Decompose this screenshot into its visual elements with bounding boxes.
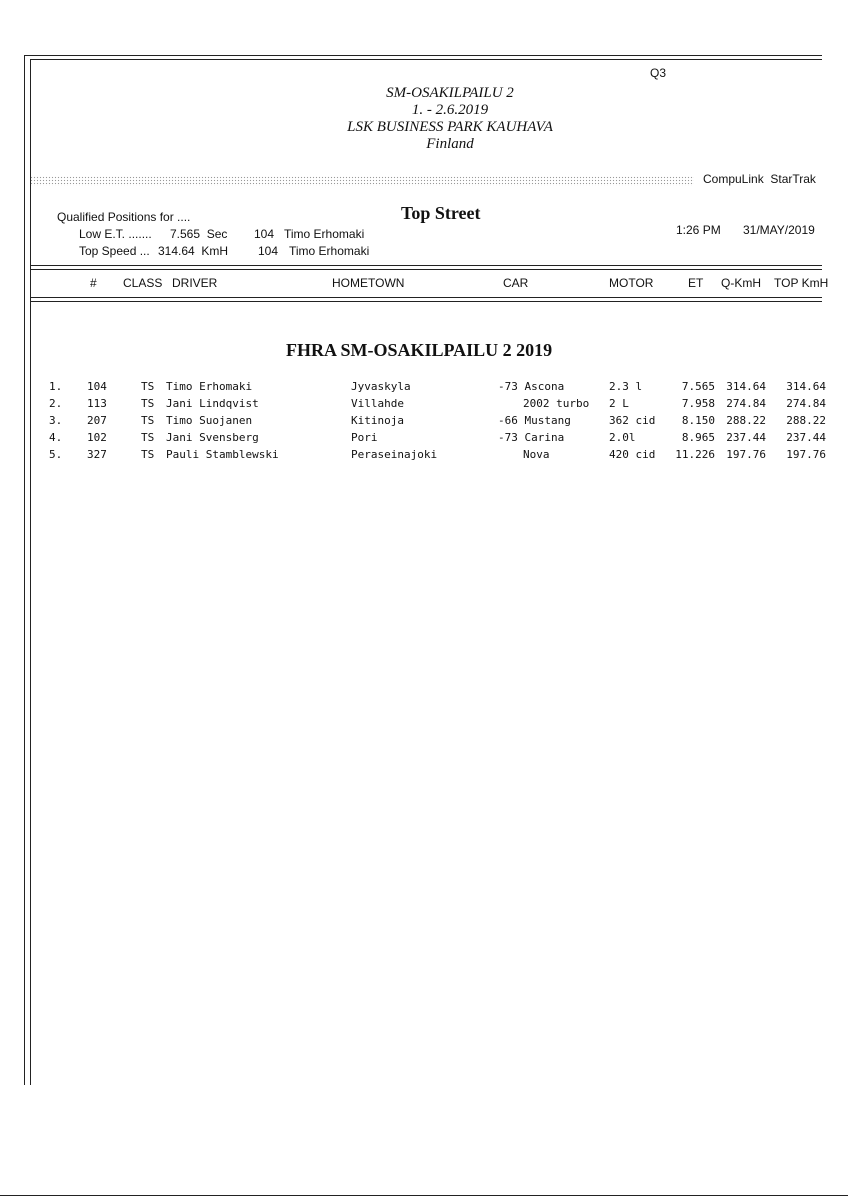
row-top: 288.22	[786, 414, 826, 427]
col-class: CLASS	[123, 276, 163, 290]
col-num: #	[90, 276, 97, 290]
row-car: -66 Mustang	[498, 414, 571, 427]
row-pos: 4.	[49, 431, 63, 444]
top-border-inner	[30, 59, 822, 60]
system-name: CompuLink StarTrak	[703, 172, 816, 186]
row-driver: Timo Erhomaki	[166, 380, 253, 393]
row-top: 314.64	[786, 380, 826, 393]
header-rule-3	[30, 297, 822, 298]
low-et-label: Low E.T. .......	[79, 227, 152, 241]
left-border	[24, 55, 25, 1085]
row-car: Nova	[523, 448, 550, 461]
row-class: TS	[141, 397, 155, 410]
section-title: FHRA SM-OSAKILPAILU 2 2019	[286, 340, 553, 360]
col-top: TOP KmH	[774, 276, 829, 290]
col-motor: MOTOR	[609, 276, 654, 290]
header-rule-1	[30, 265, 822, 266]
top-speed-label: Top Speed ...	[79, 244, 150, 258]
top-speed-num: 104	[258, 244, 279, 258]
row-q: 274.84	[726, 397, 766, 410]
row-driver: Pauli Stamblewski	[166, 448, 279, 461]
row-motor: 420 cid	[609, 448, 656, 461]
col-car: CAR	[503, 276, 529, 290]
row-hometown: Jyvaskyla	[351, 380, 411, 393]
col-qkmh: Q-KmH	[721, 276, 761, 290]
top-speed-driver: Timo Erhomaki	[289, 244, 370, 258]
dotted-separator	[30, 176, 694, 186]
row-hometown: Peraseinajoki	[351, 448, 438, 461]
table-row	[0, 448, 848, 465]
table-row	[0, 380, 848, 397]
row-num: 327	[87, 448, 107, 461]
row-driver: Jani Svensberg	[166, 431, 259, 444]
row-motor: 2.3 l	[609, 380, 643, 393]
row-pos: 2.	[49, 397, 63, 410]
row-hometown: Pori	[351, 431, 378, 444]
col-et: ET	[688, 276, 704, 290]
header-rule-2	[30, 269, 822, 270]
row-num: 102	[87, 431, 107, 444]
table-row	[0, 397, 848, 414]
row-hometown: Villahde	[351, 397, 404, 410]
row-pos: 1.	[49, 380, 63, 393]
row-et: 11.226	[675, 448, 715, 461]
event-venue: LSK BUSINESS PARK KAUHAVA	[347, 119, 553, 135]
row-motor: 2.0l	[609, 431, 636, 444]
qualified-label: Qualified Positions for ....	[57, 210, 191, 224]
event-header	[190, 84, 710, 156]
top-speed-value: 314.64 KmH	[158, 244, 229, 258]
row-et: 8.150	[681, 414, 715, 427]
row-num: 104	[87, 380, 107, 393]
col-driver: DRIVER	[172, 276, 218, 290]
row-car: 2002 turbo	[523, 397, 590, 410]
row-class: TS	[141, 448, 155, 461]
row-et: 7.958	[681, 397, 715, 410]
row-num: 113	[87, 397, 107, 410]
row-class: TS	[141, 380, 155, 393]
row-top: 274.84	[786, 397, 826, 410]
page-code: Q3	[650, 66, 667, 80]
report-date: 31/MAY/2019	[743, 223, 815, 237]
event-name: SM-OSAKILPAILU 2	[386, 85, 514, 101]
left-border-inner	[30, 59, 31, 1085]
row-num: 207	[87, 414, 107, 427]
low-et-value: 7.565 Sec	[170, 227, 228, 241]
low-et-driver: Timo Erhomaki	[284, 227, 365, 241]
row-et: 8.965	[681, 431, 715, 444]
table-row	[0, 431, 848, 448]
row-class: TS	[141, 431, 155, 444]
row-pos: 5.	[49, 448, 63, 461]
top-border	[24, 55, 822, 56]
row-q: 197.76	[726, 448, 766, 461]
row-top: 197.76	[786, 448, 826, 461]
row-car: -73 Ascona	[498, 380, 565, 393]
row-motor: 362 cid	[609, 414, 656, 427]
row-pos: 3.	[49, 414, 63, 427]
row-et: 7.565	[681, 380, 715, 393]
row-car: -73 Carina	[498, 431, 565, 444]
header-rule-4	[30, 301, 822, 302]
row-class: TS	[141, 414, 155, 427]
row-q: 314.64	[726, 380, 766, 393]
row-driver: Jani Lindqvist	[166, 397, 259, 410]
event-dates: 1. - 2.6.2019	[411, 102, 489, 118]
col-hometown: HOMETOWN	[332, 276, 405, 290]
row-hometown: Kitinoja	[351, 414, 404, 427]
bottom-border	[0, 1195, 848, 1196]
class-title: Top Street	[401, 203, 481, 223]
row-q: 288.22	[726, 414, 766, 427]
low-et-num: 104	[254, 227, 275, 241]
event-country: Finland	[426, 136, 474, 152]
row-top: 237.44	[786, 431, 826, 444]
row-driver: Timo Suojanen	[166, 414, 253, 427]
row-motor: 2 L	[609, 397, 629, 410]
table-row	[0, 414, 848, 431]
report-time: 1:26 PM	[676, 223, 721, 237]
row-q: 237.44	[726, 431, 766, 444]
